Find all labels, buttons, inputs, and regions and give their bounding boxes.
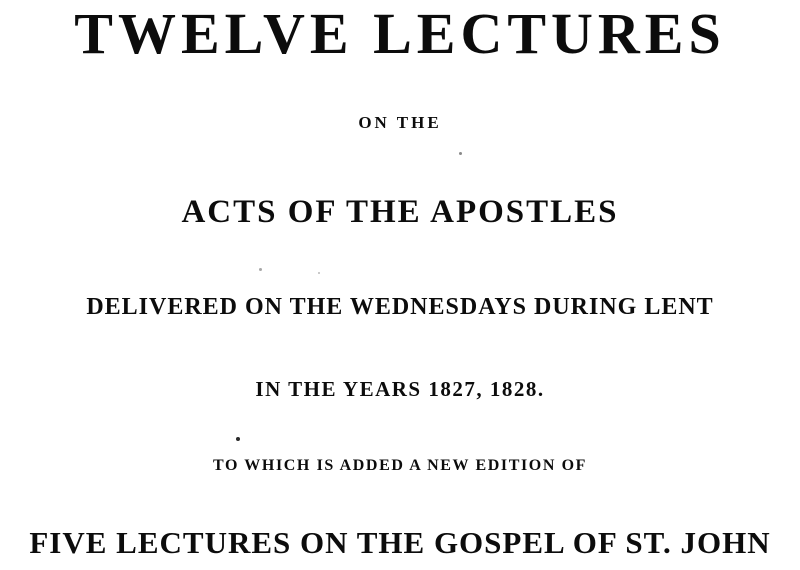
delivery-note: DELIVERED ON THE WEDNESDAYS DURING LENT <box>86 294 714 320</box>
main-title: TWELVE LECTURES <box>74 1 726 66</box>
subject-title: ACTS OF THE APOSTLES <box>181 194 619 230</box>
scan-speck <box>259 268 262 271</box>
scan-speck <box>236 437 240 441</box>
years-line: IN THE YEARS 1827, 1828. <box>255 377 545 401</box>
scan-speck <box>318 272 320 274</box>
on-the-label: ON THE <box>358 113 442 132</box>
secondary-work-title: FIVE LECTURES ON THE GOSPEL OF ST. JOHN <box>29 525 771 560</box>
scan-speck <box>459 152 462 155</box>
added-note: TO WHICH IS ADDED A NEW EDITION OF <box>212 457 588 474</box>
